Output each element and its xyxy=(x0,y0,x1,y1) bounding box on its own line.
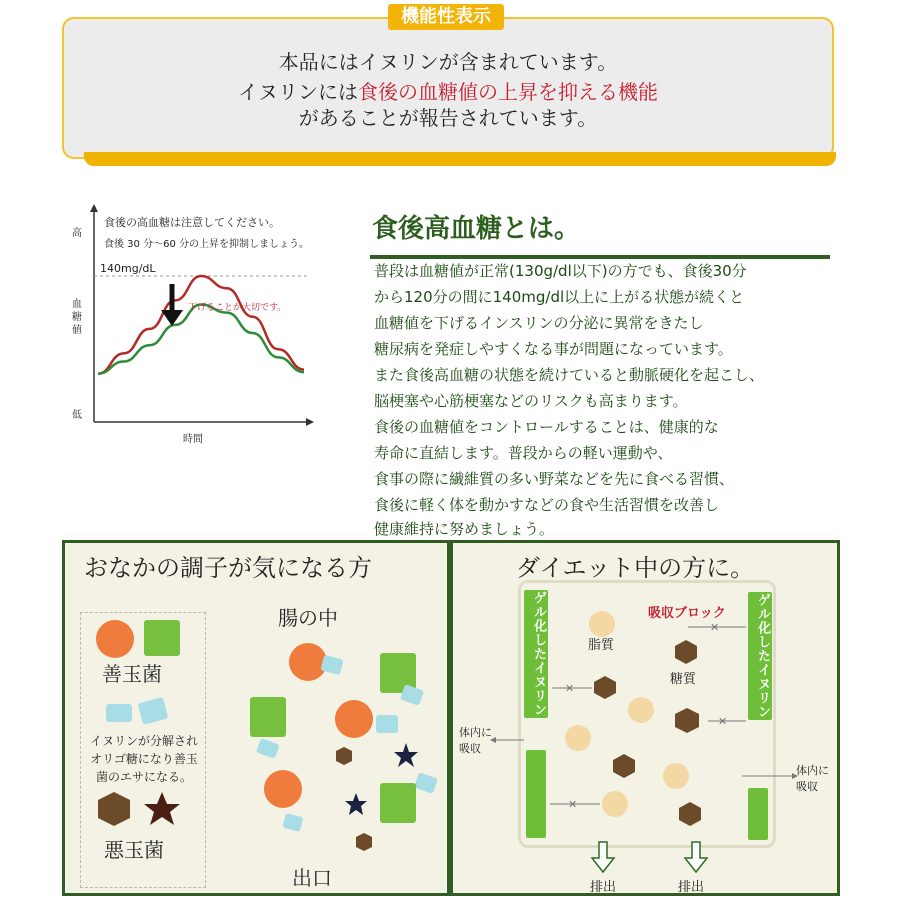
svg-text:✕: ✕ xyxy=(718,715,728,728)
para-line: 寿命に直結します。普段からの軽い運動や、 xyxy=(374,444,673,462)
gel-inulin-left: ゲル化したイヌリン xyxy=(524,590,548,718)
para-line: 食後に軽く体を動かすなどの食や生活習慣を改善し xyxy=(374,496,720,514)
para-line: 脳梗塞や心筋梗塞などのリスクも高まります。 xyxy=(374,392,688,410)
fat-label: 脂質 xyxy=(588,638,615,653)
fat-particle xyxy=(589,611,615,637)
x-axis-arrow xyxy=(306,418,314,426)
claim-box-underline xyxy=(84,152,836,166)
y-axis-label: 血糖値 xyxy=(72,299,82,336)
excrete-arrow-left xyxy=(592,842,614,872)
para-line: 普段は血糖値が正常(130g/dl以下)の方でも、食後30分 xyxy=(374,262,747,280)
bad-bacteria xyxy=(345,793,367,815)
absorption-block-label: 吸収ブロック xyxy=(648,606,726,621)
chart-note-1: 食後の高血糖は注意してください。 xyxy=(104,216,280,229)
good-bacteria xyxy=(289,643,327,681)
fat-particle xyxy=(565,725,591,751)
oligo-cube xyxy=(106,704,132,722)
arrow-note: 下げることが大切です。 xyxy=(188,303,287,313)
green-curve xyxy=(98,305,304,374)
sugar-particle xyxy=(613,754,635,778)
claim-line-1: 本品にはイヌリンが含まれています。 xyxy=(278,50,618,74)
para-line: また食後高血糖の状態を続けていると動脈硬化を起こし、 xyxy=(374,366,765,384)
y-axis-arrow xyxy=(90,204,98,212)
bad-bacteria-hexagon xyxy=(98,792,130,826)
absorb-right-line1: 体内に xyxy=(796,764,829,777)
para-line: 食事の際に繊維質の多い野菜などを先に食べる習慣、 xyxy=(374,470,735,488)
bad-bacteria xyxy=(394,743,418,767)
absorb-left-line2: 吸収 xyxy=(459,742,481,755)
absorb-right-line2: 吸収 xyxy=(796,780,818,793)
diet-illustration xyxy=(452,600,838,878)
functional-label-tag: 機能性表示 xyxy=(388,4,504,30)
section-heading: 食後高血糖とは。 xyxy=(372,214,581,244)
bad-bacteria xyxy=(336,747,352,765)
bad-bacteria-icons xyxy=(96,790,192,830)
good-bacteria-label: 善玉菌 xyxy=(102,662,162,686)
bad-bacteria-label: 悪玉菌 xyxy=(104,838,164,862)
claim-line-3: があることが報告されています。 xyxy=(298,106,598,130)
svg-text:✕: ✕ xyxy=(568,798,578,811)
oligo-cube xyxy=(376,715,398,733)
sugar-particle xyxy=(675,708,699,733)
threshold-label: 140mg/dL xyxy=(100,262,156,275)
diet-panel-title: ダイエット中の方に。 xyxy=(516,554,755,582)
oligo-cube xyxy=(414,772,438,794)
good-bacteria xyxy=(264,770,302,808)
oligo-cube xyxy=(282,813,303,832)
fat-particle xyxy=(602,791,628,817)
para-line: 血糖値を下げるインスリンの分泌に異常をきたし xyxy=(374,314,704,332)
para-line: 食後の血糖値をコントロールすることは、健康的な xyxy=(374,418,719,436)
svg-text:✕: ✕ xyxy=(710,621,720,634)
good-bacteria-square xyxy=(144,620,180,656)
sugar-particle xyxy=(675,640,697,664)
good-bacteria xyxy=(335,700,373,738)
good-bacteria-circle xyxy=(96,620,134,658)
gut-illustration xyxy=(240,635,450,865)
gut-panel-title: おなかの調子が気になる方 xyxy=(84,554,372,582)
oligo-cube xyxy=(256,738,280,759)
bad-bacteria xyxy=(356,833,372,851)
good-bacteria xyxy=(380,783,416,823)
sugar-particle xyxy=(679,802,701,826)
y-high-label: 高 xyxy=(72,228,82,239)
para-line: から120分の間に140mg/dl以上に上がる状態が続くと xyxy=(374,288,745,306)
good-bacteria xyxy=(250,697,286,737)
para-line: 健康維持に努めましょう。 xyxy=(374,520,555,538)
para-line: 糖尿病を発症しやすくなる事が問題になっています。 xyxy=(374,340,733,358)
sugar-particle xyxy=(594,676,616,699)
claim-highlight: 食後の血糖値の上昇を抑える機能 xyxy=(358,80,658,104)
absorb-left-line1: 体内に xyxy=(459,726,492,739)
bad-bacteria-star xyxy=(144,792,180,825)
oligo-note: イヌリンが分解され オリゴ糖になり善玉 菌のエサになる。 xyxy=(89,734,198,784)
gut-exit-label: 出口 xyxy=(292,866,332,890)
excrete-label-right: 排出 xyxy=(678,880,705,895)
fat-particle xyxy=(628,697,654,723)
gel-inulin-right: ゲル化したイヌリン xyxy=(748,592,772,720)
fat-particle xyxy=(663,763,689,789)
excrete-arrow-right xyxy=(685,842,707,872)
x-axis-label: 時間 xyxy=(183,434,203,445)
claim-line-2: イヌリンには食後の血糖値の上昇を抑える機能 xyxy=(238,80,658,104)
gut-inside-label: 腸の中 xyxy=(278,606,338,630)
sugar-label: 糖質 xyxy=(670,672,697,687)
chart-note-2: 食後 30 分〜60 分の上昇を抑制しましょう。 xyxy=(104,239,309,250)
y-low-label: 低 xyxy=(72,410,82,421)
excrete-label-left: 排出 xyxy=(590,880,617,895)
svg-text:✕: ✕ xyxy=(565,682,575,695)
heading-rule xyxy=(370,255,830,259)
